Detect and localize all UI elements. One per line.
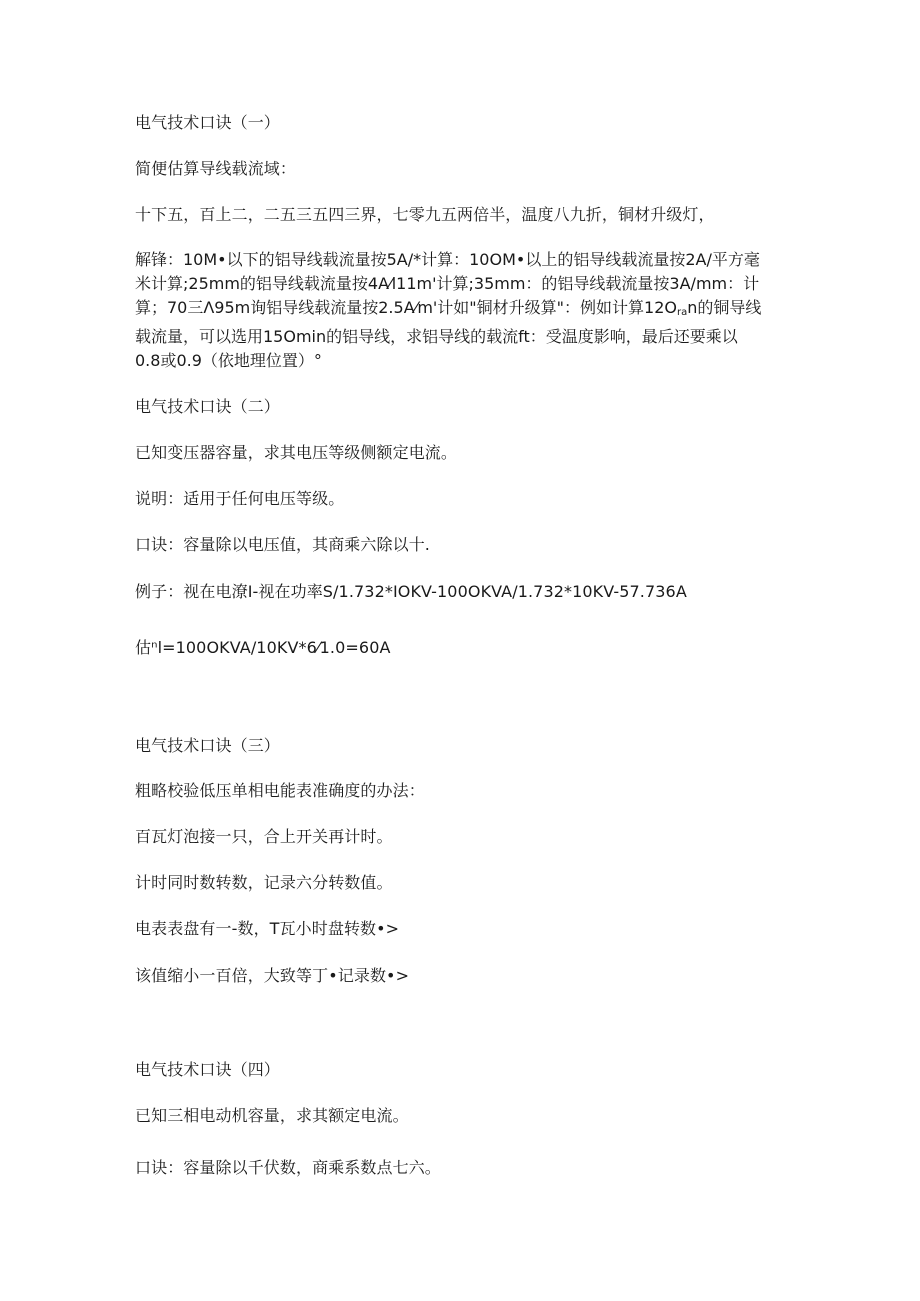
explanation-line-3 [135,296,785,325]
section-1-line-1: 简便估算导线载流域： [135,159,297,178]
section-3-line-5: 该值缩小一百倍，大致等丁•记录数•> [135,966,410,985]
section-3-line-4: 电表表盘有一-数，T瓦小时盘转数•> [135,919,400,938]
section-1-explanation [135,248,785,373]
section-4-line-1: 已知三相电动机容量，求其额定电流。 [135,1106,409,1125]
section-2-line-3: 口诀：容量除以电压值，其商乘六除以十. [135,535,430,554]
explanation-line-2: 米计算;25mm的铝导线载流量按4A⁄l11m'计算;35mm：的铝导线载流量按3A/mm：计 [135,274,760,293]
section-2-line-4: 例子：视在电潦I-视在功率S/1.732*IOKV-100OKVA/1.732*10KV-57.736A [135,582,687,601]
explanation-line-5: 0.8或0.9（依地理位置）° [135,351,322,370]
section-3-heading: 电气技术口诀（三） [135,736,280,755]
explanation-line-3-text: 算；70三Λ95m询铝导线载流量按2.5A⁄m'计如"铜材升级算"：例如计算12O [135,298,677,317]
section-2-line-2: 说明：适用于任何电压等级。 [135,489,345,508]
explanation-line-3-tail: n的铜导线 [687,298,762,317]
section-2-heading: 电气技术口诀（二） [135,397,280,416]
section-4-heading: 电气技术口诀（四） [135,1060,280,1079]
section-1-line-2: 十下五，百上二，二五三五四三界，七零九五两倍半，温度八九折，铜材升级灯， [135,205,715,224]
section-4-line-2: 口诀：容量除以千伏数，商乘系数点七六。 [135,1158,441,1177]
section-3-line-2: 百瓦灯泡接一只，合上开关再计时。 [135,827,393,846]
section-2-line-5: 估ⁿl=100OKVA/10KV*6⁄1.0=60A [135,638,391,657]
explanation-line-4: 载流量，可以选用15Omin的铝导线，求铝导线的载流ft：受温度影响，最后还要乘以 [135,327,738,346]
section-1-heading: 电气技术口诀（一） [135,113,280,132]
explanation-line-1: 解锋：10M•以下的铝导线载流量按5A/*计算：10OM•以上的铝导线载流量按2A/平方毫 [135,250,760,269]
section-2-line-1: 已知变压器容量，求其电压等级侧额定电流。 [135,443,458,462]
section-3-line-3: 计时同时数转数，记录六分转数值。 [135,873,393,892]
section-3-line-1: 粗略校验低压单相电能表准确度的办法： [135,781,425,800]
explanation-subscript: ra [676,307,688,318]
